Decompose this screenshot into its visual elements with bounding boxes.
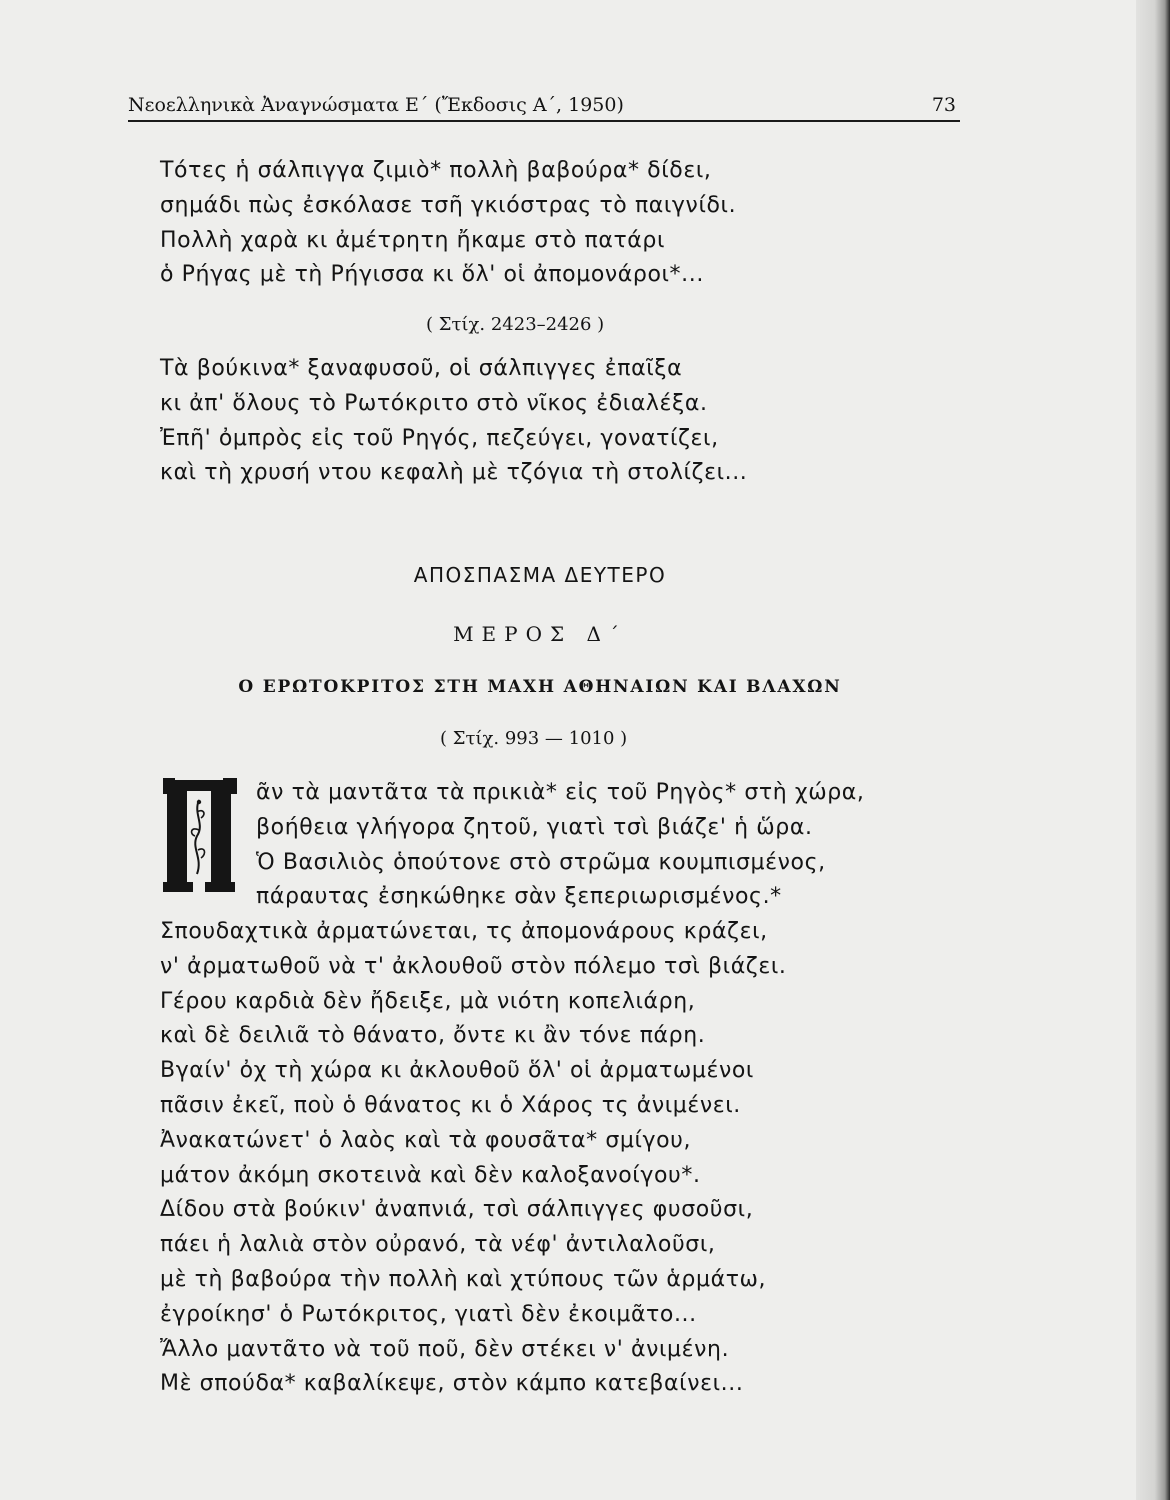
verse-line: βοήθεια γλήγορα ζητοῦ, γιατὶ τσὶ βιάζε' ἡ ὥρα. xyxy=(256,814,813,840)
verse-line: Τὰ βούκινα* ξαναφυσοῦ, οἱ σάλπιγγες ἐπαῖξα xyxy=(160,356,683,381)
stanza-3-indented xyxy=(256,776,864,915)
stanza-2 xyxy=(160,352,747,491)
verse-line: καὶ τὴ χρυσή ντου κεφαλὴ μὲ τζόγια τὴ στολίζει... xyxy=(160,460,748,486)
verse-line: ἐγροίκησ' ὁ Ρωτόκριτος, γιατὶ δὲν ἐκοιμᾶτο... xyxy=(160,1301,697,1327)
verse-line: πᾶσιν ἐκεῖ, ποὺ ὁ θάνατος κι ὁ Χάρος τς ἀνιμένει. xyxy=(160,1092,741,1118)
verse-line: μάτον ἀκόμη σκοτεινὰ καὶ δὲν καλοξανοίγου*. xyxy=(160,1162,701,1188)
verse-line: Ἄλλο μαντᾶτο νὰ τοῦ ποῦ, δὲν στέκει ν' ἀνιμένη. xyxy=(160,1336,730,1362)
page-edge-shadow xyxy=(1136,0,1170,1500)
verse-line: Πολλὴ χαρὰ κι ἀμέτρητη ἤκαμε στὸ πατάρι xyxy=(160,227,666,253)
verse-line: Δίδου στὰ βούκιν' ἀναπνιά, τσὶ σάλπιγγες φυσοῦσι, xyxy=(160,1197,754,1223)
running-title: Νεοελληνικὰ Ἀναγνώσματα Ε΄ (Ἔκδοσις Α΄, 1950) xyxy=(128,94,624,116)
part-heading: ΜΕΡΟΣ Δ΄ xyxy=(453,622,627,646)
excerpt-heading: ΑΠΟΣΠΑΣΜΑ ΔΕΥΤΕΡΟ xyxy=(413,563,667,587)
dropcap-ornament-icon xyxy=(163,778,241,894)
verse-line: Ἐπῆ' ὀμπρὸς εἰς τοῦ Ρηγός, πεζεύγει, γονατίζει, xyxy=(160,425,719,451)
verse-line: Ἀνακατώνετ' ὁ λαὸς καὶ τὰ φουσᾶτα* σμίγου, xyxy=(160,1127,692,1153)
dropcap-pi xyxy=(163,778,241,894)
section-title: Ο ΕΡΩΤΟΚΡΙΤΟΣ ΣΤΗ ΜΑΧΗ ΑΘΗΝΑΙΩΝ ΚΑΙ ΒΛΑΧΩΝ xyxy=(238,677,842,697)
verse-line: Τότες ἡ σάλπιγγα ζιμιὸ* πολλὴ βαβούρα* δίδει, xyxy=(160,158,712,183)
verse-line: πάραυτας ἐσηκώθηκε σὰν ξεπεριωρισμένος.* xyxy=(256,884,782,910)
dropcap-letter xyxy=(163,778,164,779)
verse-line: μὲ τὴ βαβούρα τὴν πολλὴ καὶ χτύπους τῶν ἁρμάτω, xyxy=(160,1266,767,1292)
verse-line: ὁ Ρήγας μὲ τὴ Ρήγισσα κι ὅλ' οἱ ἀπομονάροι*... xyxy=(160,262,704,288)
citation-1: ( Στίχ. 2423–2426 ) xyxy=(426,314,605,335)
verse-line: Σπουδαχτικὰ ἀρματώνεται, τς ἀπομονάρους κράζει, xyxy=(160,919,768,944)
page-number: 73 xyxy=(931,94,956,116)
verse-line: Μὲ σπούδα* καβαλίκεψε, στὸν κάμπο κατεβαίνει... xyxy=(160,1371,744,1397)
verse-line: ᾶν τὰ μαντᾶτα τὰ πρικιὰ* εἰς τοῦ Ρηγὸς* στὴ χώρα, xyxy=(256,780,865,805)
verse-line: Ὁ Βασιλιὸς ὁπούτονε στὸ στρῶμα κουμπισμένος, xyxy=(256,849,826,875)
stanza-3-continued xyxy=(160,915,787,1402)
verse-line: καὶ δὲ δειλιᾶ τὸ θάνατο, ὄντε κι ἂν τόνε πάρη. xyxy=(160,1023,706,1049)
verse-line: Γέρου καρδιὰ δὲν ἤδειξε, μὰ νιότη κοπελιάρη, xyxy=(160,988,696,1014)
verse-line: ν' ἀρματωθοῦ νὰ τ' ἀκλουθοῦ στὸν πόλεμο τσὶ βιάζει. xyxy=(160,953,787,979)
running-header xyxy=(128,90,960,122)
verse-line: πάει ἡ λαλιὰ στὸν οὐρανό, τὰ νέφ' ἀντιλαλοῦσι, xyxy=(160,1232,716,1258)
verse-line: Βγαίν' ὀχ τὴ χώρα κι ἀκλουθοῦ ὅλ' οἱ ἀρματωμένοι xyxy=(160,1058,754,1084)
section-citation: ( Στίχ. 993 — 1010 ) xyxy=(440,728,628,749)
verse-line: σημάδι πὼς ἐσκόλασε τσῆ γκιόστρας τὸ παιγνίδι. xyxy=(160,192,737,218)
verse-line: κι ἀπ' ὅλους τὸ Ρωτόκριτο στὸ νῖκος ἐδιαλέξα. xyxy=(160,390,708,416)
stanza-1 xyxy=(160,154,736,293)
